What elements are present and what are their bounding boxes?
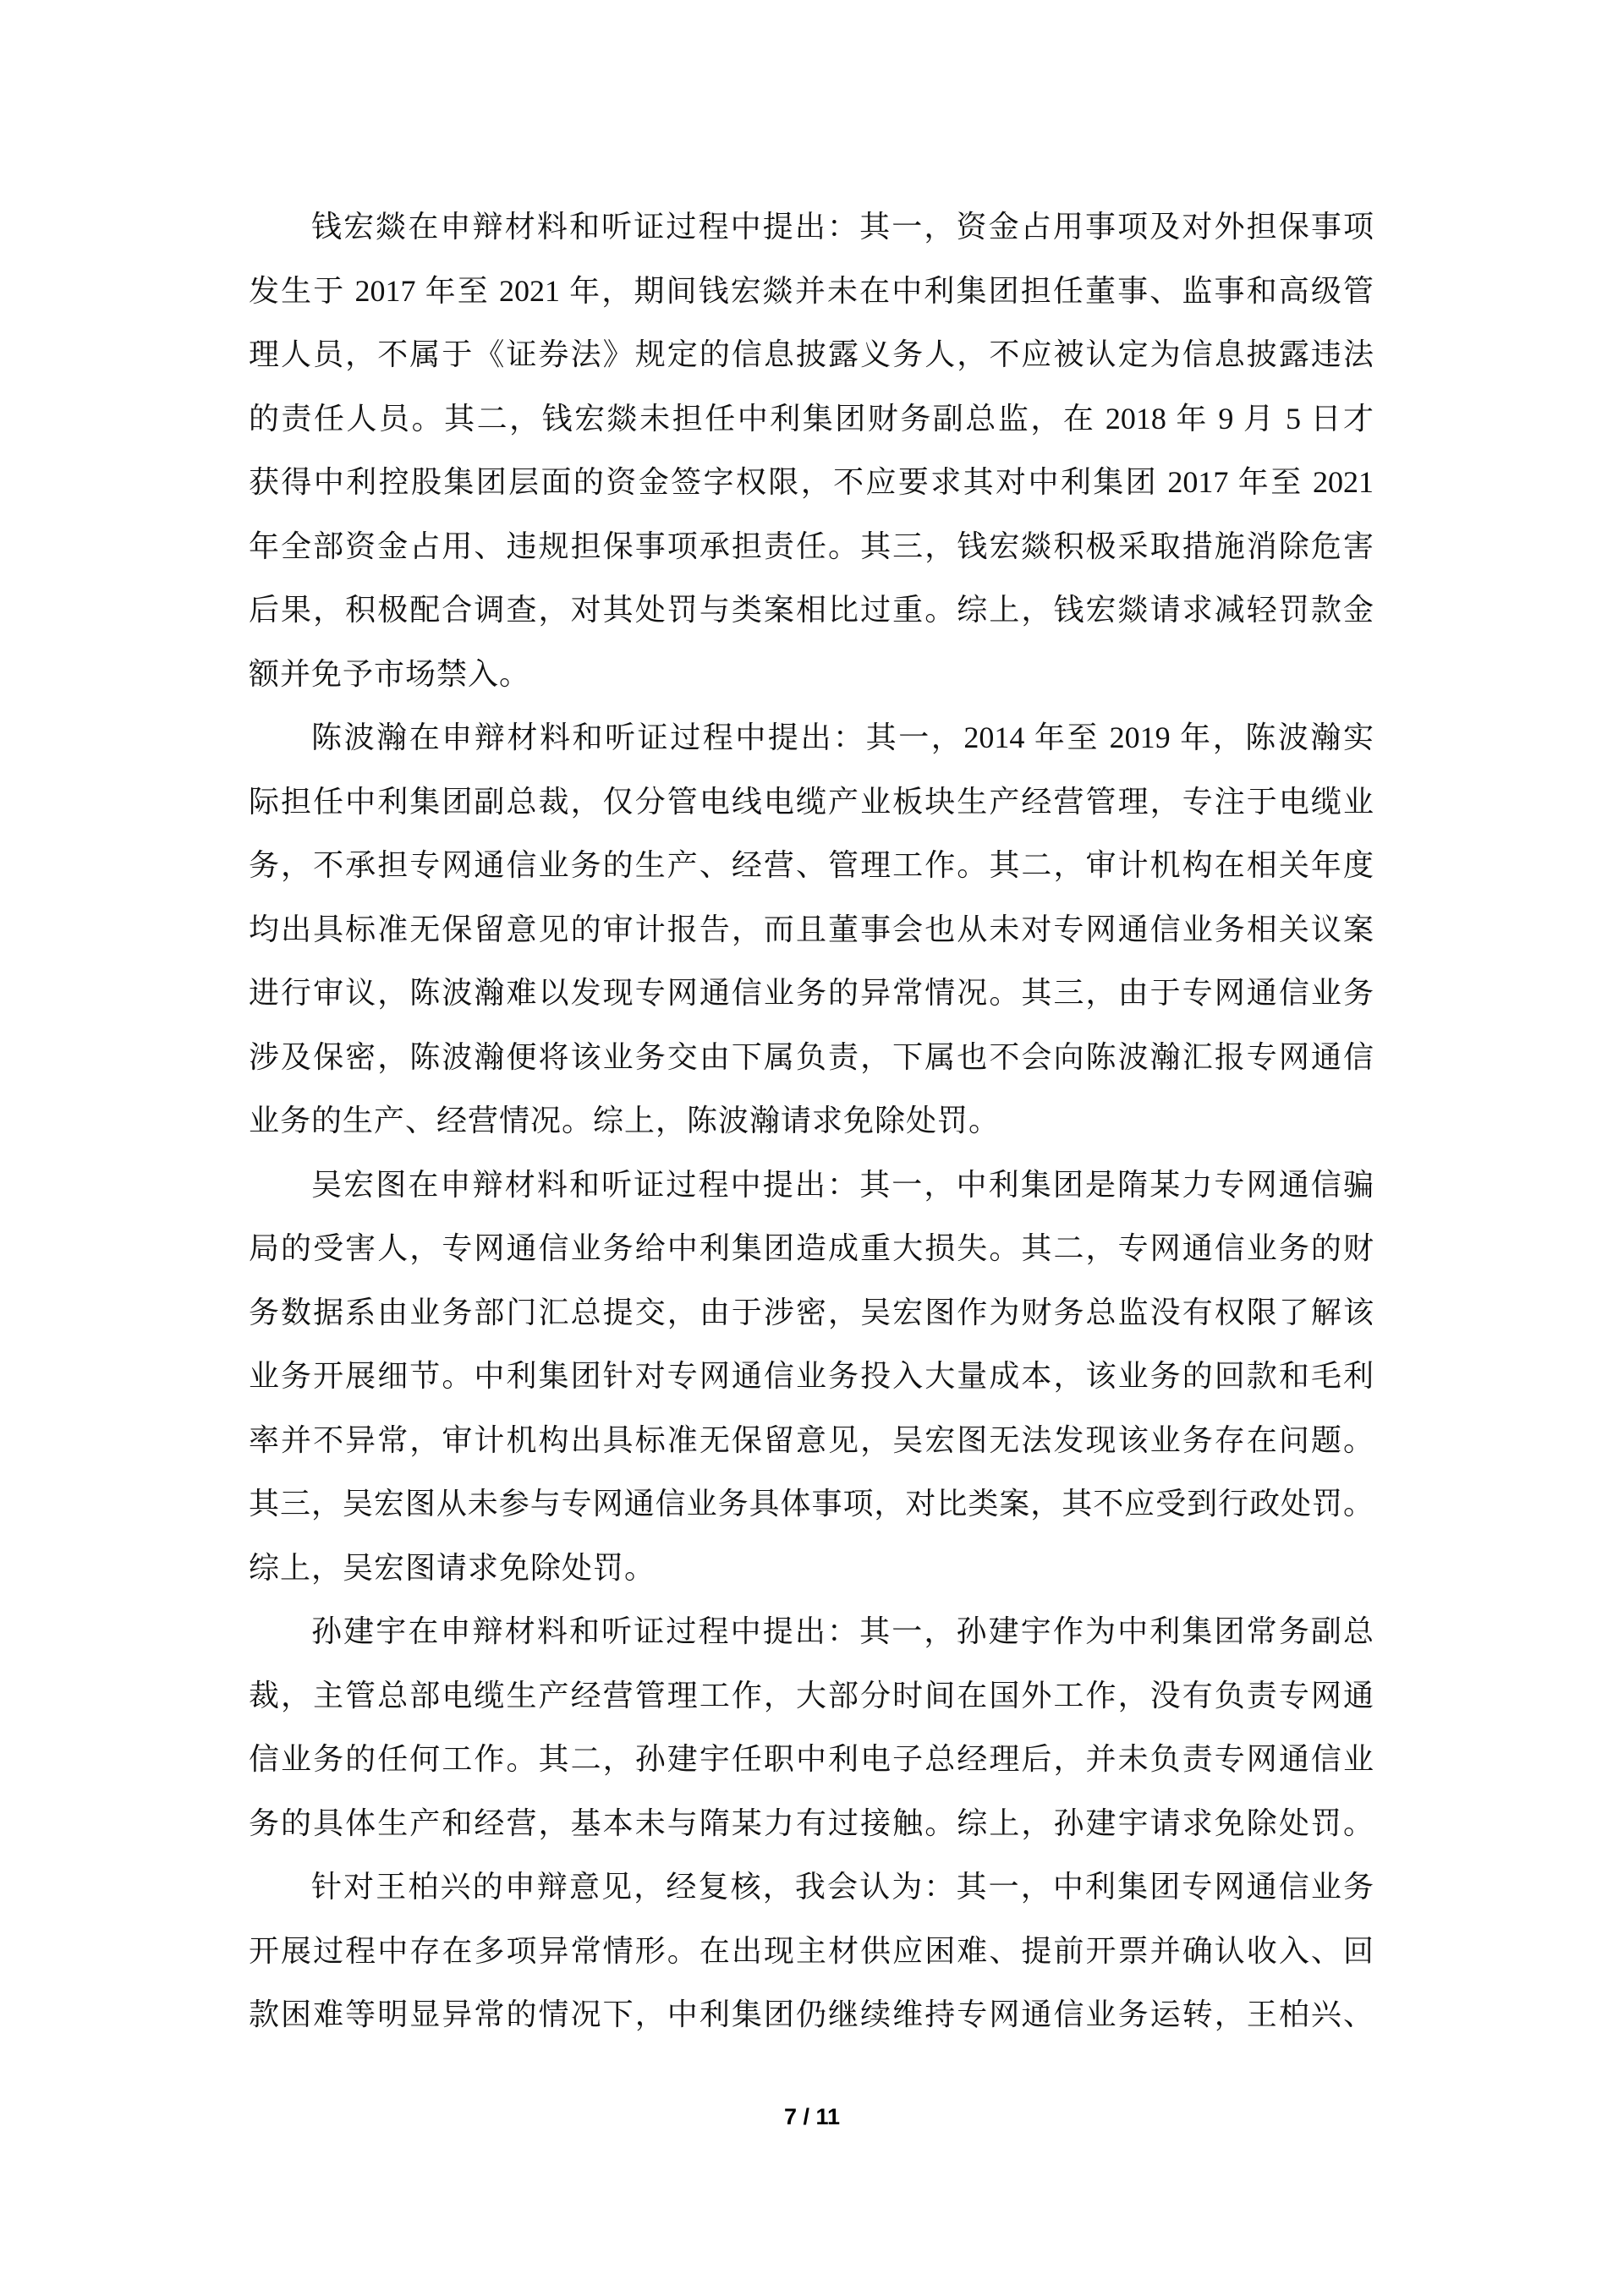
text-line: 吴宏图在申辩材料和听证过程中提出：其一，中利集团是隋某力专网通信骗 [311, 1167, 1374, 1202]
paragraph-wu-hongtu-defense [249, 1153, 1374, 1601]
text-line: 裁，主管总部电缆生产经营管理工作，大部分时间在国外工作，没有负责专网通 [249, 1678, 1374, 1712]
text-line: 开展过程中存在多项异常情形。在出现主材供应困难、提前开票并确认收入、回 [249, 1933, 1374, 1968]
text-line: 额并免予市场禁入。 [249, 656, 531, 691]
text-line: 涉及保密，陈波瀚便将该业务交由下属负责，下属也不会向陈波瀚汇报专网通信 [249, 1039, 1374, 1074]
text-line: 陈波瀚在申辩材料和听证过程中提出：其一，2014 年至 2019 年，陈波瀚实 [311, 721, 1374, 754]
document-body [249, 195, 1374, 2047]
text-line: 务数据系由业务部门汇总提交，由于涉密，吴宏图作为财务总监没有权限了解该 [249, 1295, 1374, 1329]
text-line: 务的具体生产和经营，基本未与隋某力有过接触。综上，孙建宇请求免除处罚。 [249, 1806, 1374, 1840]
paragraph-sun-jianyu-defense [249, 1600, 1374, 1855]
text-line: 业务开展细节。中利集团针对专网通信业务投入大量成本，该业务的回款和毛利 [249, 1359, 1374, 1393]
paragraph-review-wang-baixing [249, 1855, 1374, 2047]
text-line: 进行审议，陈波瀚难以发现专网通信业务的异常情况。其三，由于专网通信业务 [249, 976, 1374, 1010]
text-line: 的责任人员。其二，钱宏燚未担任中利集团财务副总监，在 2018 年 9 月 5 日才 [249, 401, 1374, 436]
text-line: 综上，吴宏图请求免除处罚。 [249, 1550, 656, 1585]
paragraph-chen-bohan-defense [249, 706, 1374, 1153]
text-line: 信业务的任何工作。其二，孙建宇任职中利电子总经理后，并未负责专网通信业 [249, 1742, 1374, 1776]
text-line: 款困难等明显异常的情况下，中利集团仍继续维持专网通信业务运转，王柏兴、 [249, 1997, 1374, 2031]
text-line: 孙建宇在申辩材料和听证过程中提出：其一，孙建宇作为中利集团常务副总 [311, 1614, 1374, 1648]
text-line: 务，不承担专网通信业务的生产、经营、管理工作。其二，审计机构在相关年度 [249, 848, 1374, 882]
text-line: 其三，吴宏图从未参与专网通信业务具体事项，对比类案，其不应受到行政处罚。 [249, 1487, 1374, 1521]
text-line: 年全部资金占用、违规担保事项承担责任。其三，钱宏燚积极采取措施消除危害 [249, 529, 1374, 563]
text-line: 获得中利控股集团层面的资金签字权限，不应要求其对中利集团 2017 年至 2021 [249, 465, 1374, 499]
paragraph-qian-hongyi-defense [249, 195, 1374, 706]
text-line: 后果，积极配合调查，对其处罚与类案相比过重。综上，钱宏燚请求减轻罚款金 [249, 593, 1374, 627]
text-line: 钱宏燚在申辩材料和听证过程中提出：其一，资金占用事项及对外担保事项 [311, 210, 1374, 244]
text-line: 际担任中利集团副总裁，仅分管电线电缆产业板块生产经营管理，专注于电缆业 [249, 784, 1374, 819]
text-line: 率并不异常，审计机构出具标准无保留意见，吴宏图无法发现该业务存在问题。 [249, 1422, 1374, 1457]
text-line: 业务的生产、经营情况。综上，陈波瀚请求免除处罚。 [249, 1104, 1001, 1137]
page-number: 7 / 11 [783, 2104, 841, 2129]
text-line: 发生于 2017 年至 2021 年，期间钱宏燚并未在中利集团担任董事、监事和高级管 [249, 273, 1374, 308]
text-line: 局的受害人，专网通信业务给中利集团造成重大损失。其二，专网通信业务的财 [249, 1231, 1374, 1265]
text-line: 均出具标准无保留意见的审计报告，而且董事会也从未对专网通信业务相关议案 [249, 912, 1374, 946]
text-line: 针对王柏兴的申辩意见，经复核，我会认为：其一，中利集团专网通信业务 [311, 1870, 1374, 1904]
text-line: 理人员，不属于《证券法》规定的信息披露义务人，不应被认定为信息披露违法 [249, 337, 1374, 371]
